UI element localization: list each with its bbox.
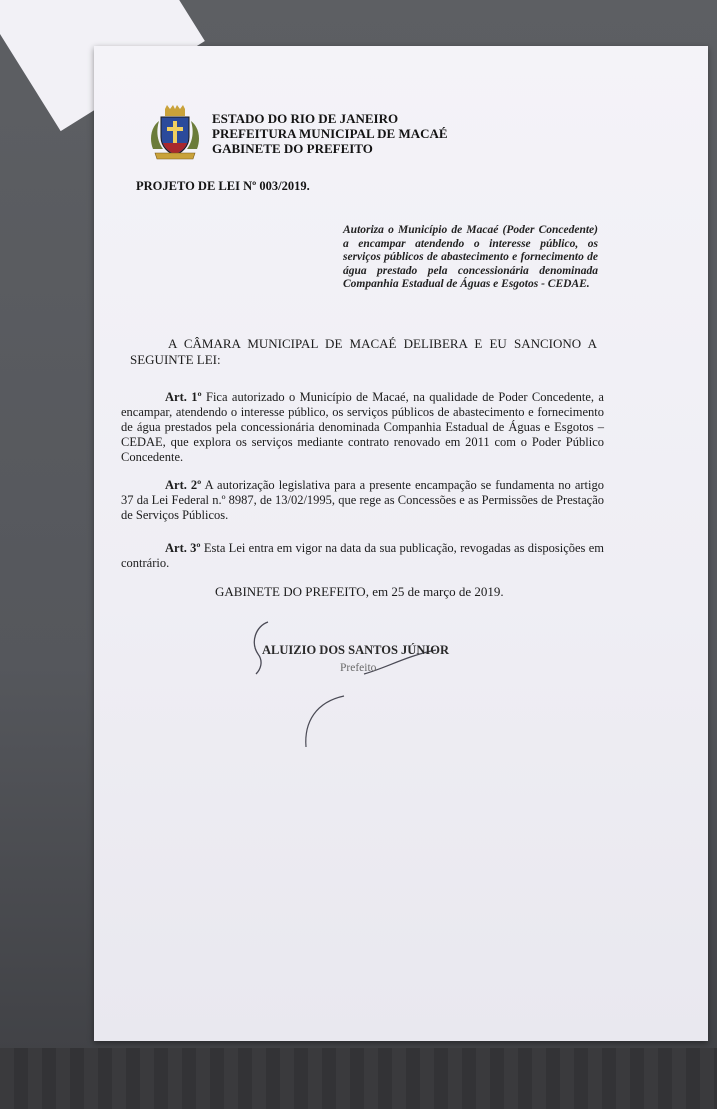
handwritten-signature <box>246 612 446 752</box>
letterhead-prefecture: PREFEITURA MUNICIPAL DE MACAÉ <box>212 126 448 141</box>
article-3 <box>121 541 604 571</box>
article-2-label: Art. 2º <box>165 478 202 492</box>
letterhead-state: ESTADO DO RIO DE JANEIRO <box>212 111 399 126</box>
signer-name: ALUIZIO DOS SANTOS JÚNIOR <box>262 643 449 657</box>
closing-date-line: GABINETE DO PREFEITO, em 25 de março de 2019. <box>215 584 504 599</box>
article-1-text: Fica autorizado o Município de Macaé, na qualidade de Poder Concedente, a encampar, atendendo o interesse público, os serviços públicos de abastecimento e fornecimento de água prestados pela concessionária denominada Companhia Estadual de Águas e Esgotos – CEDAE, que explora os serviços mediante contrato renovado em 2011 com o Poder Público Concedente. <box>121 390 604 464</box>
letterhead <box>212 111 448 156</box>
bill-summary: Autoriza o Município de Macaé (Poder Concedente) a encampar atendendo o interesse público, os serviços públicos de abastecimento e fornecimento de água prestado pela concessionária denominada Companhia Estadual de Águas e Esgotos - CEDAE. <box>343 224 598 290</box>
coat-of-arms-icon <box>147 105 203 161</box>
enacting-clause: A CÂMARA MUNICIPAL DE MACAÉ DELIBERA E EU SANCIONO A SEGUINTE LEI: <box>130 336 597 367</box>
article-1 <box>121 390 604 465</box>
table-surface <box>0 1048 717 1109</box>
article-2-text: A autorização legislativa para a presente encampação se fundamenta no artigo 37 da Lei Federal n.º 8987, de 13/02/1995, que rege as Concessões e as Permissões de Prestação de Serviços Públicos. <box>121 478 604 522</box>
bill-number: PROJETO DE LEI Nº 003/2019. <box>136 179 310 193</box>
article-2 <box>121 478 604 523</box>
article-3-label: Art. 3º <box>165 541 201 555</box>
article-1-label: Art. 1º <box>165 390 202 404</box>
signer-role: Prefeito <box>340 662 377 674</box>
article-3-text: Esta Lei entra em vigor na data da sua publicação, revogadas as disposições em contrário. <box>121 541 604 570</box>
letterhead-office: GABINETE DO PREFEITO <box>212 141 373 156</box>
